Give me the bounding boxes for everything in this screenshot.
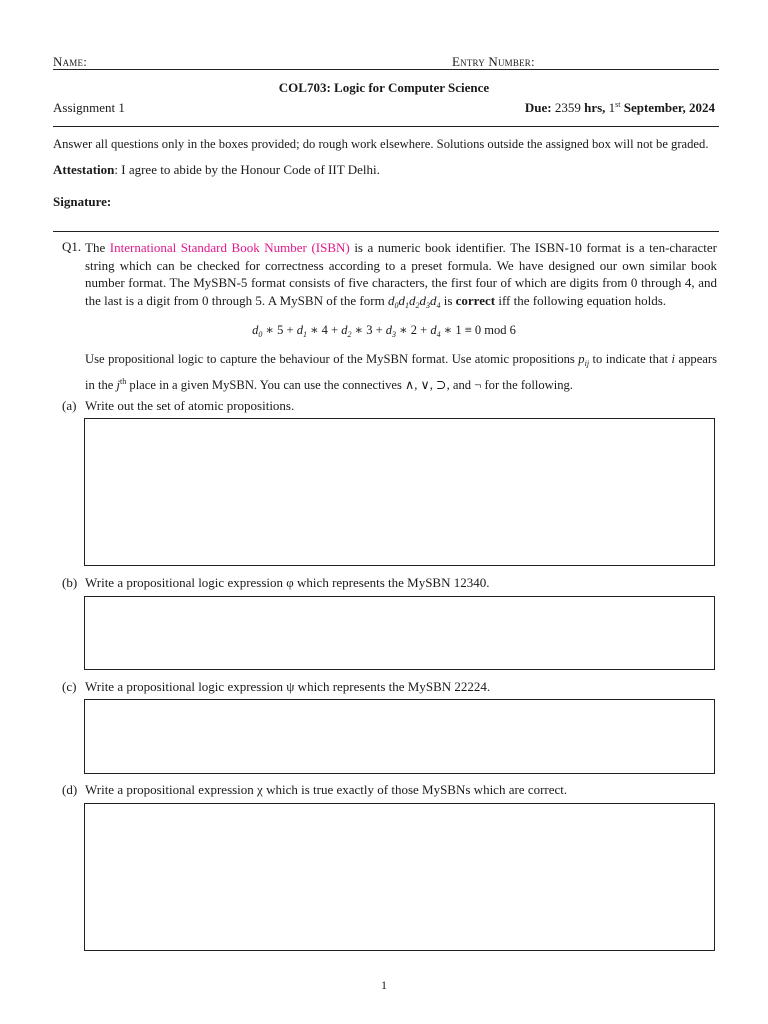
intro-text: is a numeric book identifier. The ISBN-10 format is a ten-character string which can be checked for correctness according to a preset formula. We have designed our own similar book number format. The MySBN-5 format consists of five characters, the first four of which are digits from 0 through 4, and the last is a digit from 0 through 5. A MySBN of the form [85, 240, 718, 308]
intro-the: The [85, 240, 106, 255]
title-rule [53, 126, 719, 127]
propositions-paragraph: Use propositional logic to capture the behaviour of the MySBN format. Use atomic propositions $p_{ij}$ to indicate that i appears in the $j^{th}$ place in a given MySBN. You can use the connectives ∧, ∨, ⊃, and ¬ for the following. [85, 352, 717, 392]
part-d-text: Write a propositional expression χ which is true exactly of those MySBNs which are correct. [85, 782, 568, 797]
mysbn-form: $d_0d_1d_2d_3d_4$ [387, 292, 441, 310]
due-hrs: hrs, [584, 100, 606, 115]
signature-label: Signature: [53, 194, 112, 209]
part-d-label: (d) [62, 782, 78, 797]
due-time: 2359 [554, 100, 581, 115]
answer-box-a[interactable] [84, 418, 715, 566]
assignment-label: Assignment 1 [53, 100, 125, 115]
name-label: Name: [53, 54, 87, 69]
part-b-text: Write a propositional logic expression φ which represents the MySBN 12340. [85, 575, 490, 590]
due-label: Due: [524, 100, 552, 115]
course-title: COL703: Logic for Computer Science [278, 80, 490, 95]
part-a-text: Write out the set of atomic propositions. [85, 398, 295, 413]
header-rule [53, 69, 719, 70]
answer-box-d[interactable] [84, 803, 715, 951]
attestation-label: Attestation [53, 162, 115, 177]
attestation [53, 162, 380, 178]
due-day: 1 [608, 100, 616, 115]
is-text: is [443, 292, 453, 308]
attestation-text: : I agree to abide by the Honour Code of IIT Delhi. [114, 162, 380, 177]
correct-word: correct [455, 292, 496, 308]
due-date [525, 100, 715, 116]
instructions: Answer all questions only in the boxes provided; do rough work elsewhere. Solutions outside the assigned box will not be graded. [53, 137, 709, 151]
page-number: 1 [381, 978, 387, 992]
answer-box-c[interactable] [84, 699, 715, 774]
question-intro [85, 239, 717, 314]
part-a-label: (a) [62, 398, 77, 413]
equation: $d_0$ ∗ $5 + d_1$ ∗ $4 + d_2$ ∗ $3 + d_3$ ∗ $2 + d_4$ ∗ 1 ≡ 0 mod 6 [252, 323, 516, 339]
iff-text: iff the following equation holds. [498, 292, 666, 308]
entry-number-label: Entry Number: [452, 54, 535, 69]
part-c-text: Write a propositional logic expression ψ which represents the MySBN 22224. [85, 679, 491, 694]
signature-rule [53, 231, 719, 232]
due-month-year: September, 2024 [623, 100, 715, 115]
due-day-suffix: st [615, 100, 621, 109]
part-b-label: (b) [62, 575, 78, 590]
part-c-label: (c) [62, 679, 77, 694]
isbn-link[interactable]: International Standard Book Number (ISBN) [109, 240, 350, 255]
answer-box-b[interactable] [84, 596, 715, 670]
question-number: Q1. [62, 239, 82, 254]
